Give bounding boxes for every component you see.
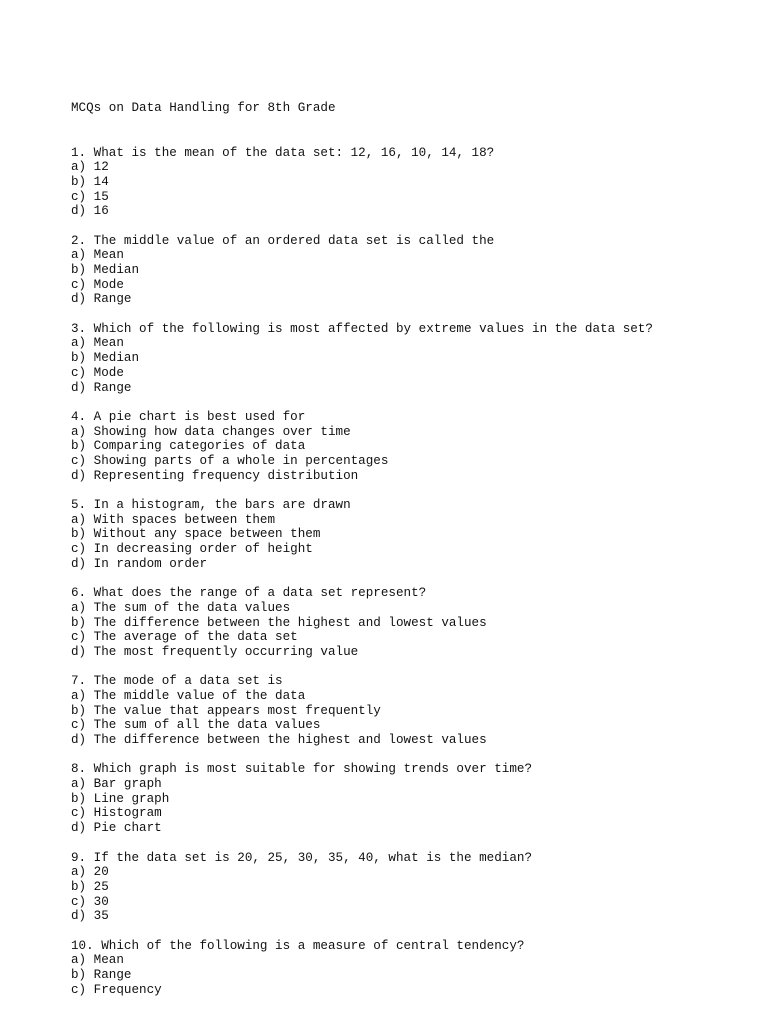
answer-option: c) Showing parts of a whole in percentages: [71, 453, 389, 468]
question-text: 3. Which of the following is most affected by extreme values in the data set?: [71, 321, 653, 336]
question-text: 10. Which of the following is a measure of central tendency?: [71, 938, 525, 953]
answer-option: a) The middle value of the data: [71, 688, 306, 703]
question-text: 4. A pie chart is best used for: [71, 409, 306, 424]
answer-option: c) 15: [71, 189, 109, 204]
answer-option: c) Mode: [71, 277, 124, 292]
question-block: [71, 322, 751, 395]
question-block: [71, 498, 751, 571]
answer-option: b) Comparing categories of data: [71, 439, 306, 454]
question-text: 7. The mode of a data set is: [71, 674, 283, 689]
answer-option: b) The value that appears most frequently: [71, 703, 381, 718]
answer-option: d) 16: [71, 204, 109, 219]
document-page: [71, 72, 751, 1012]
question-text: 9. If the data set is 20, 25, 30, 35, 40, what is the median?: [71, 850, 533, 865]
answer-option: c) The sum of all the data values: [71, 718, 321, 733]
question-block: [71, 762, 751, 835]
answer-option: d) Range: [71, 292, 132, 307]
answer-option: a) Showing how data changes over time: [71, 424, 351, 439]
question-block: [71, 851, 751, 924]
answer-option: a) The sum of the data values: [71, 600, 291, 615]
answer-option: c) The average of the data set: [71, 630, 298, 645]
answer-option: a) 20: [71, 865, 109, 880]
question-text: 8. Which graph is most suitable for showing trends over time?: [71, 762, 533, 777]
answer-option: d) In random order: [71, 556, 208, 571]
answer-option: c) In decreasing order of height: [71, 542, 313, 557]
answer-option: b) Median: [71, 263, 140, 277]
question-block: [71, 410, 751, 483]
answer-option: b) Line graph: [71, 791, 170, 806]
answer-option: b) The difference between the highest and lowest values: [71, 615, 487, 630]
answer-option: b) 25: [71, 879, 109, 894]
question-text: 5. In a histogram, the bars are drawn: [71, 498, 351, 512]
question-block: [71, 674, 751, 747]
question-block: [71, 234, 751, 307]
answer-option: a) Bar graph: [71, 777, 162, 792]
question-text: 2. The middle value of an ordered data set is called the: [71, 233, 495, 248]
answer-option: a) Mean: [71, 248, 124, 263]
answer-option: d) The most frequently occurring value: [71, 644, 359, 659]
answer-option: d) The difference between the highest and lowest values: [71, 733, 487, 747]
answer-option: a) With spaces between them: [71, 512, 276, 527]
answer-option: b) Range: [71, 968, 132, 982]
question-block: [71, 939, 751, 998]
answer-option: b) Without any space between them: [71, 527, 321, 542]
question-text: 1. What is the mean of the data set: 12, 16, 10, 14, 18?: [71, 145, 495, 160]
answer-option: a) 12: [71, 160, 109, 175]
document-title: MCQs on Data Handling for 8th Grade: [71, 101, 336, 116]
answer-option: a) Mean: [71, 953, 124, 968]
answer-option: c) Mode: [71, 365, 124, 380]
answer-option: d) 35: [71, 909, 109, 924]
answer-option: c) Histogram: [71, 806, 162, 821]
answer-option: b) Median: [71, 351, 140, 366]
answer-option: c) Frequency: [71, 982, 162, 997]
question-block: [71, 586, 751, 659]
question-block: [71, 146, 751, 219]
answer-option: d) Pie chart: [71, 821, 162, 836]
question-text: 6. What does the range of a data set represent?: [71, 586, 427, 601]
answer-option: b) 14: [71, 174, 109, 189]
answer-option: c) 30: [71, 894, 109, 909]
question-list: [71, 146, 751, 998]
answer-option: d) Range: [71, 380, 132, 395]
answer-option: a) Mean: [71, 336, 124, 351]
answer-option: d) Representing frequency distribution: [71, 468, 359, 483]
